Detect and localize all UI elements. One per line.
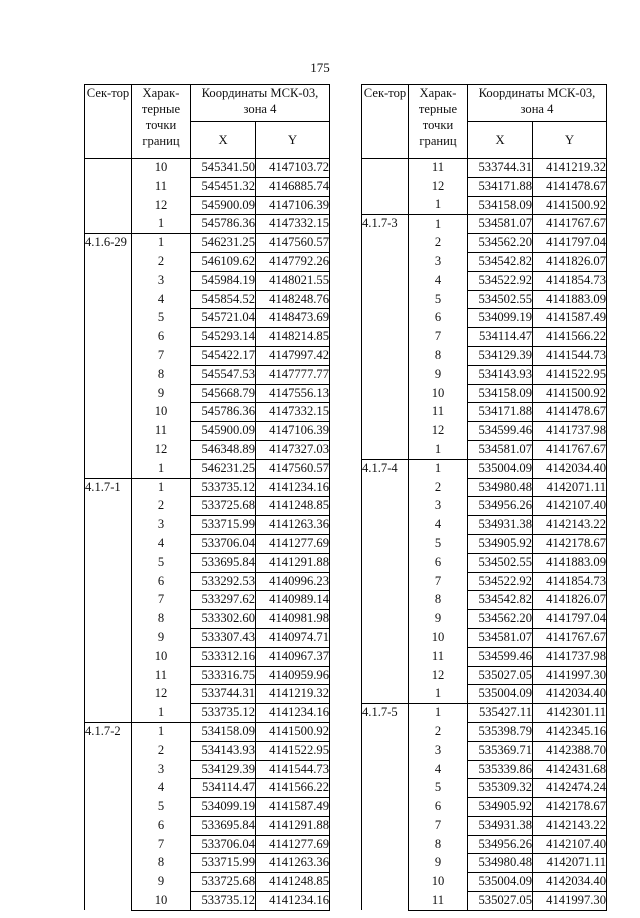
point-number: 12	[132, 196, 191, 215]
point-number: 4	[132, 290, 191, 309]
point-number: 6	[409, 553, 468, 572]
y-coordinate: 4147777.77	[256, 365, 330, 384]
x-coordinate: 533312.16	[191, 647, 256, 666]
point-number: 6	[409, 309, 468, 328]
table-row	[362, 704, 607, 723]
point-number: 9	[132, 628, 191, 647]
y-coordinate: 4140996.23	[256, 572, 330, 591]
point-number: 10	[132, 892, 191, 911]
x-coordinate: 546109.62	[191, 252, 256, 271]
point-number: 2	[132, 741, 191, 760]
x-coordinate: 533302.60	[191, 610, 256, 629]
point-number: 1	[409, 440, 468, 459]
header-x: X	[191, 122, 256, 159]
y-coordinate: 4142178.67	[533, 534, 607, 553]
x-coordinate: 534129.39	[468, 346, 533, 365]
point-number: 10	[132, 403, 191, 422]
x-coordinate: 533725.68	[191, 497, 256, 516]
x-coordinate: 534562.20	[468, 234, 533, 253]
y-coordinate: 4141737.98	[533, 647, 607, 666]
y-coordinate: 4142143.22	[533, 516, 607, 535]
header-y: Y	[533, 122, 607, 159]
y-coordinate: 4141854.73	[533, 271, 607, 290]
y-coordinate: 4141219.32	[533, 159, 607, 178]
x-coordinate: 534522.92	[468, 572, 533, 591]
y-coordinate: 4141248.85	[256, 873, 330, 892]
point-number: 7	[409, 328, 468, 347]
x-coordinate: 545900.09	[191, 196, 256, 215]
point-number: 6	[132, 816, 191, 835]
y-coordinate: 4142107.40	[533, 835, 607, 854]
y-coordinate: 4141797.04	[533, 234, 607, 253]
x-coordinate: 535427.11	[468, 704, 533, 723]
point-number: 2	[409, 478, 468, 497]
y-coordinate: 4142178.67	[533, 798, 607, 817]
x-coordinate: 534980.48	[468, 854, 533, 873]
x-coordinate: 533715.99	[191, 854, 256, 873]
x-coordinate: 545854.52	[191, 290, 256, 309]
point-number: 3	[132, 271, 191, 290]
point-number: 10	[409, 628, 468, 647]
y-coordinate: 4142388.70	[533, 741, 607, 760]
y-coordinate: 4141797.04	[533, 610, 607, 629]
y-coordinate: 4142034.40	[533, 873, 607, 892]
x-coordinate: 535027.05	[468, 892, 533, 911]
y-coordinate: 4141478.67	[533, 177, 607, 196]
header-sector: Сек-тор	[362, 85, 409, 159]
y-coordinate: 4141883.09	[533, 290, 607, 309]
point-number: 9	[409, 610, 468, 629]
point-number: 9	[132, 873, 191, 892]
point-number: 12	[409, 422, 468, 441]
y-coordinate: 4141826.07	[533, 252, 607, 271]
point-number: 11	[132, 422, 191, 441]
y-coordinate: 4141883.09	[533, 553, 607, 572]
x-coordinate: 534158.09	[468, 196, 533, 215]
point-number: 11	[409, 403, 468, 422]
point-number: 12	[132, 440, 191, 459]
point-number: 11	[132, 666, 191, 685]
x-coordinate: 535398.79	[468, 722, 533, 741]
point-number: 12	[132, 685, 191, 704]
sector-id: 4.1.6-29	[85, 234, 132, 478]
point-number: 5	[409, 534, 468, 553]
y-coordinate: 4141277.69	[256, 835, 330, 854]
header-coordinates: Координаты МСК-03, зона 4	[191, 85, 330, 122]
y-coordinate: 4141500.92	[256, 722, 330, 741]
x-coordinate: 534143.93	[468, 365, 533, 384]
y-coordinate: 4141737.98	[533, 422, 607, 441]
y-coordinate: 4147560.57	[256, 234, 330, 253]
y-coordinate: 4147556.13	[256, 384, 330, 403]
x-coordinate: 533715.99	[191, 516, 256, 535]
x-coordinate: 533744.31	[468, 159, 533, 178]
x-coordinate: 534502.55	[468, 553, 533, 572]
table-row	[362, 159, 607, 178]
x-coordinate: 534114.47	[191, 779, 256, 798]
x-coordinate: 533297.62	[191, 591, 256, 610]
x-coordinate: 534581.07	[468, 440, 533, 459]
point-number: 3	[409, 741, 468, 760]
point-number: 1	[409, 196, 468, 215]
x-coordinate: 545786.36	[191, 215, 256, 234]
y-coordinate: 4142345.16	[533, 722, 607, 741]
y-coordinate: 4141248.85	[256, 497, 330, 516]
header-points: Харак-терные точки границ	[132, 85, 191, 159]
x-coordinate: 533695.84	[191, 553, 256, 572]
y-coordinate: 4142431.68	[533, 760, 607, 779]
y-coordinate: 4147106.39	[256, 196, 330, 215]
y-coordinate: 4141500.92	[533, 196, 607, 215]
point-number: 3	[409, 252, 468, 271]
x-coordinate: 545786.36	[191, 403, 256, 422]
point-number: 1	[409, 215, 468, 234]
point-number: 1	[132, 215, 191, 234]
table-row	[85, 159, 330, 178]
point-number: 10	[409, 384, 468, 403]
x-coordinate: 533695.84	[191, 816, 256, 835]
y-coordinate: 4142071.11	[533, 478, 607, 497]
point-number: 9	[409, 854, 468, 873]
y-coordinate: 4146885.74	[256, 177, 330, 196]
x-coordinate: 533706.04	[191, 835, 256, 854]
x-coordinate: 545293.14	[191, 328, 256, 347]
x-coordinate: 545900.09	[191, 422, 256, 441]
y-coordinate: 4141234.16	[256, 478, 330, 497]
y-coordinate: 4142143.22	[533, 816, 607, 835]
x-coordinate: 534158.09	[191, 722, 256, 741]
x-coordinate: 534522.92	[468, 271, 533, 290]
y-coordinate: 4142301.11	[533, 704, 607, 723]
x-coordinate: 533307.43	[191, 628, 256, 647]
y-coordinate: 4141767.67	[533, 440, 607, 459]
coordinates-table-left	[84, 84, 330, 911]
y-coordinate: 4148021.55	[256, 271, 330, 290]
x-coordinate: 545422.17	[191, 346, 256, 365]
x-coordinate: 534099.19	[468, 309, 533, 328]
point-number: 2	[132, 497, 191, 516]
x-coordinate: 533735.12	[191, 892, 256, 911]
x-coordinate: 535339.86	[468, 760, 533, 779]
point-number: 1	[132, 459, 191, 478]
point-number: 4	[409, 760, 468, 779]
x-coordinate: 545668.79	[191, 384, 256, 403]
point-number: 12	[409, 666, 468, 685]
table-row	[85, 722, 330, 741]
x-coordinate: 534980.48	[468, 478, 533, 497]
point-number: 7	[409, 572, 468, 591]
sector-id	[362, 159, 409, 215]
point-number: 2	[132, 252, 191, 271]
x-coordinate: 534129.39	[191, 760, 256, 779]
point-number: 11	[409, 159, 468, 178]
header-sector: Сек-тор	[85, 85, 132, 159]
y-coordinate: 4148214.85	[256, 328, 330, 347]
point-number: 1	[132, 234, 191, 253]
point-number: 11	[409, 647, 468, 666]
x-coordinate: 533735.12	[191, 704, 256, 723]
point-number: 4	[409, 271, 468, 290]
point-number: 4	[132, 779, 191, 798]
x-coordinate: 534171.88	[468, 177, 533, 196]
x-coordinate: 534158.09	[468, 384, 533, 403]
x-coordinate: 534905.92	[468, 798, 533, 817]
point-number: 8	[409, 835, 468, 854]
x-coordinate: 535027.05	[468, 666, 533, 685]
y-coordinate: 4141219.32	[256, 685, 330, 704]
y-coordinate: 4148248.76	[256, 290, 330, 309]
point-number: 5	[132, 309, 191, 328]
point-number: 5	[409, 290, 468, 309]
x-coordinate: 546231.25	[191, 459, 256, 478]
y-coordinate: 4147332.15	[256, 215, 330, 234]
point-number: 9	[409, 365, 468, 384]
table-row	[362, 459, 607, 478]
y-coordinate: 4141566.22	[256, 779, 330, 798]
point-number: 11	[409, 892, 468, 911]
x-coordinate: 534143.93	[191, 741, 256, 760]
y-coordinate: 4141291.88	[256, 553, 330, 572]
point-number: 7	[132, 591, 191, 610]
sector-id: 4.1.7-5	[362, 704, 409, 911]
y-coordinate: 4141291.88	[256, 816, 330, 835]
x-coordinate: 545451.32	[191, 177, 256, 196]
table-row	[85, 478, 330, 497]
x-coordinate: 535004.09	[468, 685, 533, 704]
y-coordinate: 4141234.16	[256, 704, 330, 723]
y-coordinate: 4147792.26	[256, 252, 330, 271]
x-coordinate: 534542.82	[468, 252, 533, 271]
x-coordinate: 534171.88	[468, 403, 533, 422]
x-coordinate: 533316.75	[191, 666, 256, 685]
point-number: 3	[132, 516, 191, 535]
point-number: 1	[409, 685, 468, 704]
y-coordinate: 4141997.30	[533, 892, 607, 911]
x-coordinate: 545341.50	[191, 159, 256, 178]
point-number: 8	[132, 854, 191, 873]
x-coordinate: 534931.38	[468, 516, 533, 535]
y-coordinate: 4147103.72	[256, 159, 330, 178]
y-coordinate: 4141767.67	[533, 628, 607, 647]
x-coordinate: 533725.68	[191, 873, 256, 892]
y-coordinate: 4141854.73	[533, 572, 607, 591]
sector-id	[85, 159, 132, 234]
table-row	[85, 234, 330, 253]
x-coordinate: 545984.19	[191, 271, 256, 290]
point-number: 1	[409, 704, 468, 723]
header-x: X	[468, 122, 533, 159]
x-coordinate: 534581.07	[468, 628, 533, 647]
point-number: 10	[409, 873, 468, 892]
point-number: 4	[409, 516, 468, 535]
sector-id: 4.1.7-1	[85, 478, 132, 722]
x-coordinate: 545721.04	[191, 309, 256, 328]
point-number: 2	[409, 234, 468, 253]
x-coordinate: 535004.09	[468, 459, 533, 478]
page-number: 175	[310, 60, 330, 75]
sector-id: 4.1.7-3	[362, 215, 409, 459]
x-coordinate: 534114.47	[468, 328, 533, 347]
point-number: 4	[132, 534, 191, 553]
y-coordinate: 4141522.95	[256, 741, 330, 760]
y-coordinate: 4141500.92	[533, 384, 607, 403]
header-coordinates: Координаты МСК-03, зона 4	[468, 85, 607, 122]
header-points: Харак-терные точки границ	[409, 85, 468, 159]
y-coordinate: 4141234.16	[256, 892, 330, 911]
point-number: 1	[132, 704, 191, 723]
y-coordinate: 4147560.57	[256, 459, 330, 478]
y-coordinate: 4141263.36	[256, 854, 330, 873]
x-coordinate: 535309.32	[468, 779, 533, 798]
y-coordinate: 4142071.11	[533, 854, 607, 873]
point-number: 7	[132, 835, 191, 854]
x-coordinate: 533292.53	[191, 572, 256, 591]
y-coordinate: 4141587.49	[533, 309, 607, 328]
x-coordinate: 535369.71	[468, 741, 533, 760]
x-coordinate: 534542.82	[468, 591, 533, 610]
y-coordinate: 4141587.49	[256, 798, 330, 817]
header-y: Y	[256, 122, 330, 159]
point-number: 1	[409, 459, 468, 478]
x-coordinate: 535004.09	[468, 873, 533, 892]
x-coordinate: 534931.38	[468, 816, 533, 835]
point-number: 8	[409, 346, 468, 365]
x-coordinate: 545547.53	[191, 365, 256, 384]
x-coordinate: 534905.92	[468, 534, 533, 553]
y-coordinate: 4140974.71	[256, 628, 330, 647]
x-coordinate: 534581.07	[468, 215, 533, 234]
point-number: 3	[409, 497, 468, 516]
y-coordinate: 4148473.69	[256, 309, 330, 328]
point-number: 1	[132, 722, 191, 741]
point-number: 1	[132, 478, 191, 497]
sector-id: 4.1.7-4	[362, 459, 409, 703]
point-number: 5	[132, 798, 191, 817]
y-coordinate: 4147106.39	[256, 422, 330, 441]
y-coordinate: 4142474.24	[533, 779, 607, 798]
point-number: 11	[132, 177, 191, 196]
point-number: 7	[132, 346, 191, 365]
x-coordinate: 533735.12	[191, 478, 256, 497]
point-number: 8	[132, 365, 191, 384]
y-coordinate: 4141826.07	[533, 591, 607, 610]
point-number: 2	[409, 722, 468, 741]
y-coordinate: 4141566.22	[533, 328, 607, 347]
point-number: 8	[132, 610, 191, 629]
x-coordinate: 534599.46	[468, 422, 533, 441]
point-number: 8	[409, 591, 468, 610]
point-number: 12	[409, 177, 468, 196]
point-number: 5	[409, 779, 468, 798]
x-coordinate: 533706.04	[191, 534, 256, 553]
y-coordinate: 4140967.37	[256, 647, 330, 666]
point-number: 5	[132, 553, 191, 572]
y-coordinate: 4141522.95	[533, 365, 607, 384]
x-coordinate: 534956.26	[468, 497, 533, 516]
y-coordinate: 4142034.40	[533, 685, 607, 704]
x-coordinate: 534562.20	[468, 610, 533, 629]
x-coordinate: 533744.31	[191, 685, 256, 704]
y-coordinate: 4140981.98	[256, 610, 330, 629]
y-coordinate: 4141263.36	[256, 516, 330, 535]
point-number: 6	[132, 572, 191, 591]
point-number: 6	[132, 328, 191, 347]
x-coordinate: 546348.89	[191, 440, 256, 459]
sector-id: 4.1.7-2	[85, 722, 132, 910]
y-coordinate: 4141767.67	[533, 215, 607, 234]
y-coordinate: 4141997.30	[533, 666, 607, 685]
point-number: 6	[409, 798, 468, 817]
x-coordinate: 534099.19	[191, 798, 256, 817]
y-coordinate: 4140989.14	[256, 591, 330, 610]
y-coordinate: 4147332.15	[256, 403, 330, 422]
x-coordinate: 546231.25	[191, 234, 256, 253]
coordinates-table-right	[361, 84, 607, 911]
x-coordinate: 534502.55	[468, 290, 533, 309]
y-coordinate: 4142034.40	[533, 459, 607, 478]
point-number: 7	[409, 816, 468, 835]
point-number: 9	[132, 384, 191, 403]
y-coordinate: 4142107.40	[533, 497, 607, 516]
x-coordinate: 534956.26	[468, 835, 533, 854]
table-row	[362, 215, 607, 234]
y-coordinate: 4141478.67	[533, 403, 607, 422]
x-coordinate: 534599.46	[468, 647, 533, 666]
y-coordinate: 4141544.73	[256, 760, 330, 779]
y-coordinate: 4147997.42	[256, 346, 330, 365]
y-coordinate: 4140959.96	[256, 666, 330, 685]
point-number: 3	[132, 760, 191, 779]
y-coordinate: 4141277.69	[256, 534, 330, 553]
y-coordinate: 4147327.03	[256, 440, 330, 459]
point-number: 10	[132, 647, 191, 666]
point-number: 10	[132, 159, 191, 178]
y-coordinate: 4141544.73	[533, 346, 607, 365]
